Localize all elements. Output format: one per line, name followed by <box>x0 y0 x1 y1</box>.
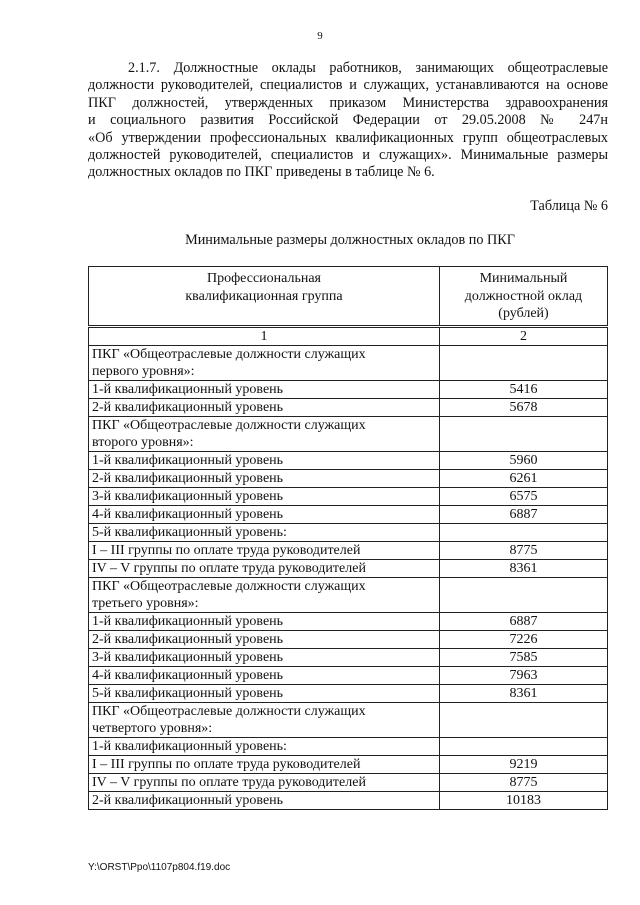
table-row <box>89 612 608 630</box>
salary-value: 8775 <box>440 541 608 559</box>
group-label: 2-й квалификационный уровень <box>92 792 284 808</box>
salary-table <box>88 266 608 810</box>
table-row <box>89 523 608 541</box>
salary-value <box>440 345 608 380</box>
table-row <box>89 469 608 487</box>
group-label: 4-й квалификационный уровень <box>92 667 284 683</box>
table-row <box>89 398 608 416</box>
salary-value: 7226 <box>440 630 608 648</box>
group-label: ПКГ «Общеотраслевые должности служащих <box>92 417 366 433</box>
table-row <box>89 630 608 648</box>
file-path-footer: Y:\ORST\Ppo\1107p804.f19.doc <box>88 862 231 873</box>
group-label-cell <box>89 380 440 398</box>
group-label: 5-й квалификационный уровень <box>92 685 284 701</box>
paragraph-line: 2.1.7. Должностные оклады работников, занимающих общеотраслевые <box>128 60 608 76</box>
salary-value: 7963 <box>440 666 608 684</box>
salary-value: 6261 <box>440 469 608 487</box>
body-paragraph <box>88 60 608 182</box>
group-label: I – III группы по оплате труда руководителей <box>92 542 361 558</box>
group-label-cell <box>89 684 440 702</box>
table-row <box>89 702 608 737</box>
group-label: ПКГ «Общеотраслевые должности служащих <box>92 703 366 719</box>
group-label-cell <box>89 737 440 755</box>
salary-value: 10183 <box>440 791 608 809</box>
group-label-cell <box>89 487 440 505</box>
group-label-cell <box>89 755 440 773</box>
salary-value: 5416 <box>440 380 608 398</box>
group-label: второго уровня»: <box>92 434 194 450</box>
table-row <box>89 345 608 380</box>
group-label: четвертого уровня»: <box>92 720 213 736</box>
table-row <box>89 505 608 523</box>
paragraph-line: должностей руководителей, специалистов и служащих». Минимальные размеры <box>88 146 608 163</box>
group-label: IV – V группы по оплате труда руководителей <box>92 560 366 576</box>
group-label-cell <box>89 505 440 523</box>
group-label-cell <box>89 577 440 612</box>
paragraph-line: ПКГ должностей, утвержденных приказом Министерства здравоохранения <box>88 94 608 111</box>
table-row <box>89 648 608 666</box>
header-text: должностной оклад <box>464 288 583 304</box>
group-label: 1-й квалификационный уровень: <box>92 738 287 754</box>
paragraph-line: должностных окладов по ПКГ приведены в таблице № 6. <box>88 164 435 181</box>
group-label: 3-й квалификационный уровень <box>92 488 284 504</box>
table-row <box>89 559 608 577</box>
salary-value: 6575 <box>440 487 608 505</box>
group-label-cell <box>89 630 440 648</box>
paragraph-line: должности руководителей, специалистов и служащих, устанавливаются на основе <box>88 77 608 94</box>
table-row <box>89 684 608 702</box>
table-row <box>89 791 608 809</box>
header-group-cell <box>89 267 440 327</box>
group-label: I – III группы по оплате труда руководителей <box>92 756 361 772</box>
salary-value: 8775 <box>440 773 608 791</box>
group-label: третьего уровня»: <box>92 595 199 611</box>
table-row <box>89 487 608 505</box>
table-row <box>89 737 608 755</box>
salary-value: 7585 <box>440 648 608 666</box>
salary-value <box>440 416 608 451</box>
group-label-cell <box>89 648 440 666</box>
table-row <box>89 541 608 559</box>
salary-value: 8361 <box>440 684 608 702</box>
group-label-cell <box>89 791 440 809</box>
salary-value <box>440 737 608 755</box>
group-label-cell <box>89 559 440 577</box>
salary-value: 6887 <box>440 612 608 630</box>
header-text: квалификационная группа <box>185 288 343 304</box>
group-label: 4-й квалификационный уровень <box>92 506 284 522</box>
salary-value <box>440 702 608 737</box>
group-label: 2-й квалификационный уровень <box>92 470 284 486</box>
salary-value: 5678 <box>440 398 608 416</box>
salary-value <box>440 577 608 612</box>
salary-value: 6887 <box>440 505 608 523</box>
table-row <box>89 755 608 773</box>
table-header-row <box>89 267 608 327</box>
group-label: 3-й квалификационный уровень <box>92 649 284 665</box>
group-label-cell <box>89 523 440 541</box>
group-label: 2-й квалификационный уровень <box>92 399 284 415</box>
table-row <box>89 380 608 398</box>
salary-value: 9219 <box>440 755 608 773</box>
table-row <box>89 416 608 451</box>
group-label-cell <box>89 451 440 469</box>
column-number-row <box>89 326 608 345</box>
paragraph-line: и социального развития Российской Федерации от 29.05.2008 № 247н <box>88 112 608 129</box>
group-label: 2-й квалификационный уровень <box>92 631 284 647</box>
column-number: 2 <box>440 326 608 345</box>
group-label: 1-й квалификационный уровень <box>92 613 284 629</box>
table-title: Минимальные размеры должностных окладов по ПКГ <box>185 232 515 248</box>
group-label-cell <box>89 416 440 451</box>
salary-value <box>440 523 608 541</box>
header-salary-cell <box>440 267 608 327</box>
group-label-cell <box>89 612 440 630</box>
group-label: ПКГ «Общеотраслевые должности служащих <box>92 346 366 362</box>
table-row <box>89 666 608 684</box>
group-label-cell <box>89 345 440 380</box>
group-label-cell <box>89 666 440 684</box>
group-label: 1-й квалификационный уровень <box>92 452 284 468</box>
group-label: IV – V группы по оплате труда руководителей <box>92 774 366 790</box>
header-text: (рублей) <box>498 306 549 321</box>
group-label: ПКГ «Общеотраслевые должности служащих <box>92 578 366 594</box>
column-number: 1 <box>89 326 440 345</box>
salary-value: 8361 <box>440 559 608 577</box>
header-text: Минимальный <box>479 271 568 286</box>
table-label: Таблица № 6 <box>530 198 608 214</box>
group-label-cell <box>89 541 440 559</box>
table-row <box>89 577 608 612</box>
header-text: Профессиональная <box>206 271 321 286</box>
table-row <box>89 451 608 469</box>
group-label-cell <box>89 469 440 487</box>
group-label: первого уровня»: <box>92 363 195 379</box>
paragraph-line: «Об утверждении профессиональных квалификационных групп общеотраслевых <box>88 129 608 146</box>
table-row <box>89 773 608 791</box>
page-number: 9 <box>317 30 323 42</box>
group-label-cell <box>89 398 440 416</box>
group-label: 5-й квалификационный уровень: <box>92 524 287 540</box>
group-label-cell <box>89 702 440 737</box>
group-label: 1-й квалификационный уровень <box>92 381 284 397</box>
salary-value: 5960 <box>440 451 608 469</box>
group-label-cell <box>89 773 440 791</box>
